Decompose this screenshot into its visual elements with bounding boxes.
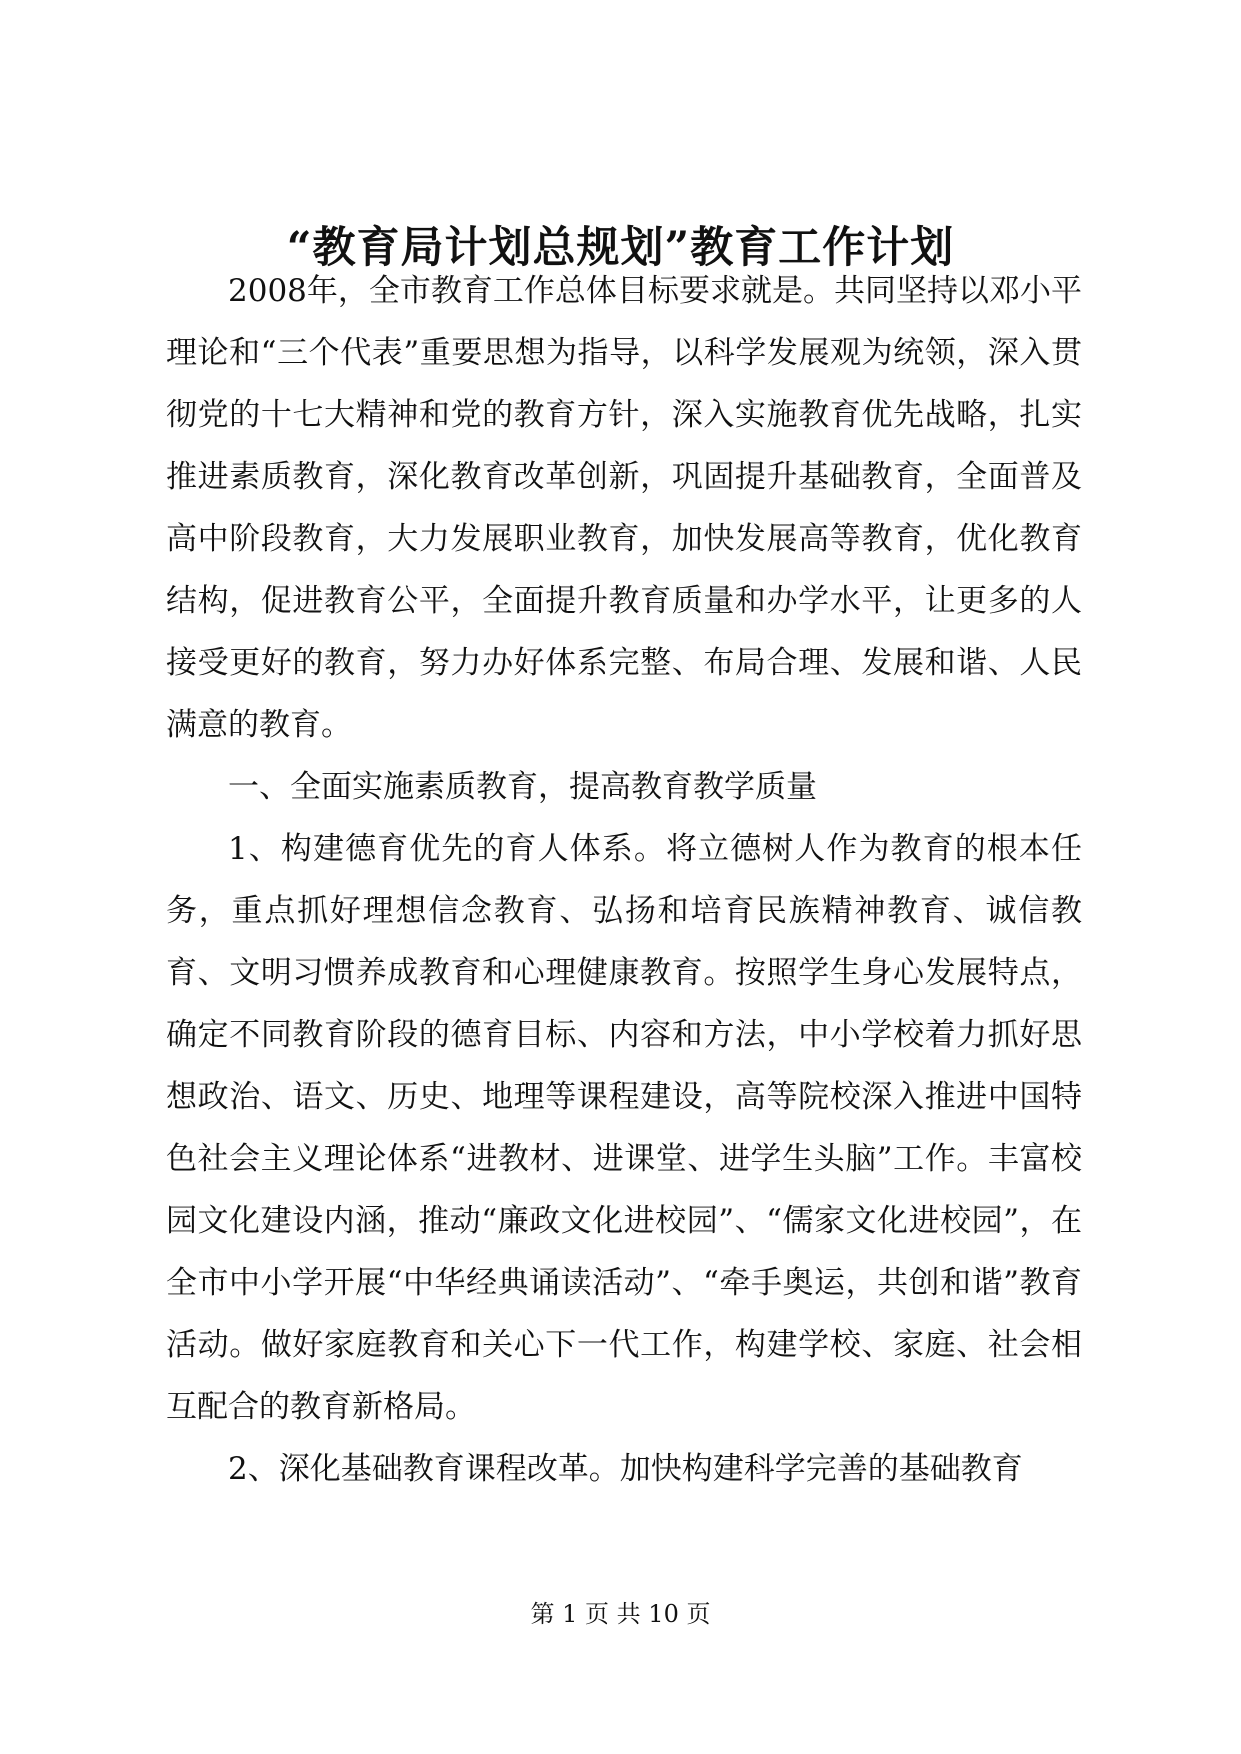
paragraph-item-2: 2、深化基础教育课程改革。加快构建科学完善的基础教育 — [228, 1451, 1023, 1487]
paragraph-intro: 2008年，全市教育工作总体目标要求就是。共同坚持以邓小平理论和“三个代表”重要思想为指导，以科学发展观为统领，深入贯彻党的十七大精神和党的教育方针，深入实施教育优先战略，扎实推进素质教育，深化教育改革创新，巩固提升基础教育，全面普及高中阶段教育，大力发展职业教育，加快发展高等教育，优化教育结构，促进教育公平，全面提升教育质量和办学水平，让更多的人接受更好的教育，努力办好体系完整、布局合理、发展和谐、人民满意的教育。 — [166, 273, 1082, 743]
page-number-footer: 第 1 页 共 10 页 — [530, 1600, 711, 1628]
document-body — [166, 260, 1082, 1500]
document-title: “教育局计划总规划”教育工作计划 — [286, 223, 955, 273]
paragraph-item-1: 1、构建德育优先的育人体系。将立德树人作为教育的根本任务，重点抓好理想信念教育、弘扬和培育民族精神教育、诚信教育、文明习惯养成教育和心理健康教育。按照学生身心发展特点，确定不同教育阶段的德育目标、内容和方法，中小学校着力抓好思想政治、语文、历史、地理等课程建设，高等院校深入推进中国特色社会主义理论体系“进教材、进课堂、进学生头脑”工作。丰富校园文化建设内涵，推动“廉政文化进校园”、“儒家文化进校园”，在全市中小学开展“中华经典诵读活动”、“牵手奥运，共创和谐”教育活动。做好家庭教育和关心下一代工作，构建学校、家庭、社会相互配合的教育新格局。 — [166, 831, 1082, 1425]
section-heading-1: 一、全面实施素质教育，提高教育教学质量 — [228, 769, 817, 805]
